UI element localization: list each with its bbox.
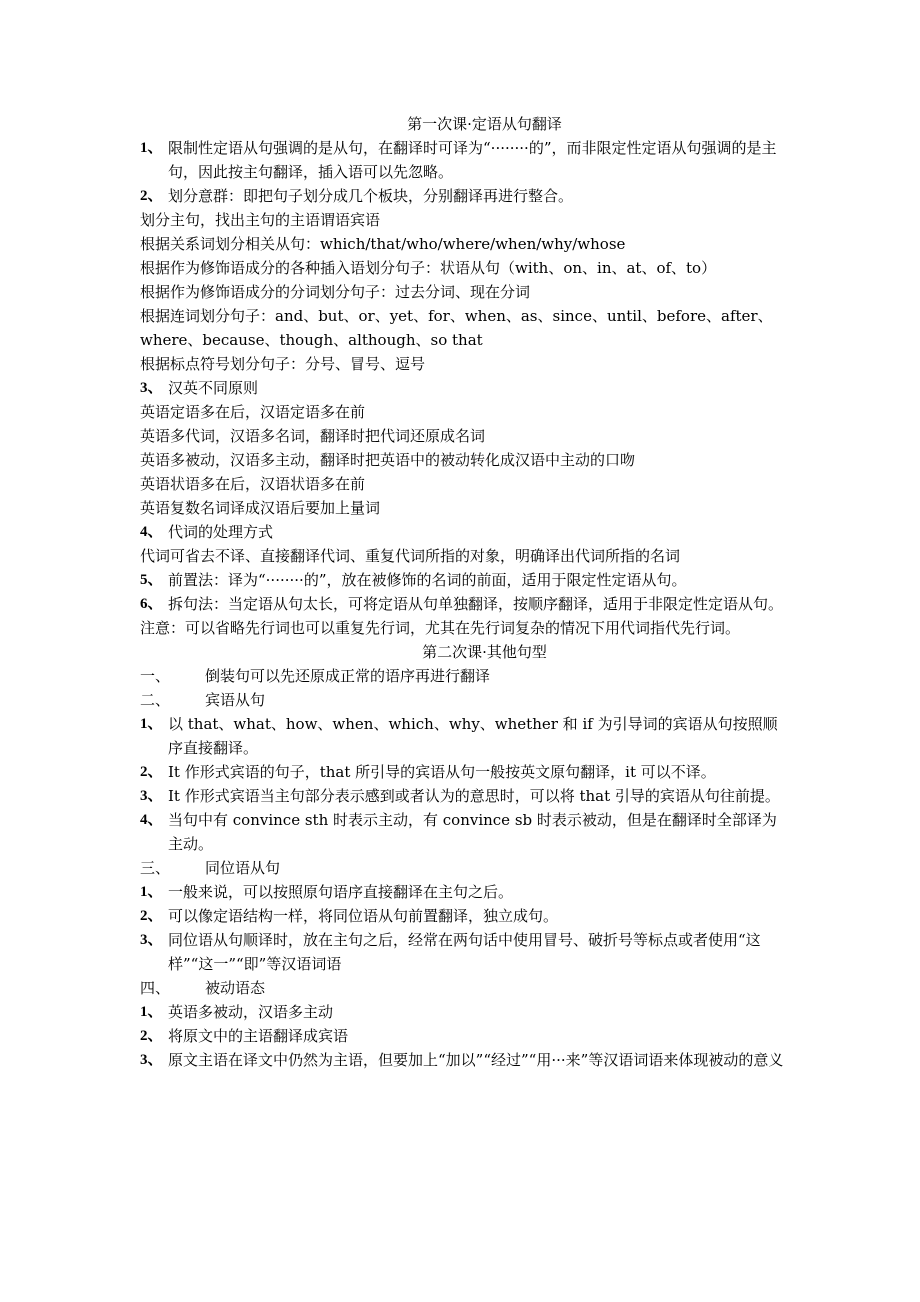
item-number: 2、 — [140, 1028, 163, 1044]
text-line: 英语多代词，汉语多名词，翻译时把代词还原成名词 — [140, 427, 486, 445]
item-text: 汉英不同原则 — [168, 379, 259, 397]
list-item — [140, 880, 785, 904]
text-line: 根据作为修饰语成分的分词划分句子：过去分词、现在分词 — [140, 283, 531, 301]
text-line: 根据关系词划分相关从句：which/that/who/where/when/why/whose — [140, 235, 626, 253]
section-title: 同位语从句 — [205, 859, 281, 877]
item-number: 1、 — [140, 1004, 163, 1020]
section-number: 四、 — [140, 979, 171, 997]
text-line: 英语多被动，汉语多主动，翻译时把英语中的被动转化成汉语中主动的口吻 — [140, 451, 636, 469]
list-item — [140, 376, 785, 400]
section-title: 倒装句可以先还原成正常的语序再进行翻译 — [205, 667, 491, 685]
list-item — [140, 520, 785, 544]
section-title: 宾语从句 — [205, 691, 266, 709]
list-item — [140, 1000, 785, 1024]
item-text: 英语多被动，汉语多主动 — [168, 1003, 334, 1021]
text-line: where、because、though、although、so that — [140, 331, 483, 349]
text-line: 根据连词划分句子：and、but、or、yet、for、when、as、since、until、before、after、 — [140, 307, 773, 325]
list-item — [140, 808, 785, 856]
item-number: 4、 — [140, 524, 163, 540]
document-page — [140, 112, 785, 1072]
item-number: 2、 — [140, 188, 163, 204]
list-item — [140, 568, 785, 592]
item-number: 3、 — [140, 932, 163, 948]
section-number: 三、 — [140, 859, 171, 877]
text-line: 代词可省去不译、直接翻译代词、重复代词所指的对象，明确译出代词所指的名词 — [140, 547, 681, 565]
text-line: 根据标点符号划分句子：分号、冒号、逗号 — [140, 355, 426, 373]
lesson1-title: 第一次课·定语从句翻译 — [407, 115, 562, 133]
list-item — [140, 904, 785, 928]
lesson2-title: 第二次课·其他句型 — [422, 643, 547, 661]
list-item — [140, 136, 785, 184]
item-number: 1、 — [140, 884, 163, 900]
item-text: 限制性定语从句强调的是从句，在翻译时可译为“········的”，而非限定性定语从句强调的是主句，因此按主句翻译，插入语可以先忽略。 — [168, 139, 777, 181]
item-text: 当句中有 convince sth 时表示主动，有 convince sb 时表示被动，但是在翻译时全部译为主动。 — [168, 811, 777, 853]
item-number: 2、 — [140, 908, 163, 924]
item-text: It 作形式宾语的句子，that 所引导的宾语从句一般按英文原句翻译，it 可以不译。 — [168, 763, 716, 781]
item-text: 原文主语在译文中仍然为主语，但要加上“加以”“经过”“用···来”等汉语词语来体现被动的意义 — [168, 1051, 784, 1069]
section-number: 二、 — [140, 691, 171, 709]
list-item — [140, 592, 785, 616]
item-text: 拆句法：当定语从句太长，可将定语从句单独翻译，按顺序翻译，适用于非限定性定语从句。 — [168, 595, 784, 613]
item-text: 以 that、what、how、when、which、why、whether 和 if 为引导词的宾语从句按照顺序直接翻译。 — [168, 715, 778, 757]
item-number: 4、 — [140, 812, 163, 828]
text-line: 英语定语多在后，汉语定语多在前 — [140, 403, 366, 421]
item-text: 划分意群：即把句子划分成几个板块，分别翻译再进行整合。 — [168, 187, 574, 205]
list-item — [140, 760, 785, 784]
text-line: 英语状语多在后，汉语状语多在前 — [140, 475, 366, 493]
section-number: 一、 — [140, 667, 171, 685]
item-text: 将原文中的主语翻译成宾语 — [168, 1027, 349, 1045]
item-number: 3、 — [140, 788, 163, 804]
note-line: 注意：可以省略先行词也可以重复先行词，尤其在先行词复杂的情况下用代词指代先行词。 — [140, 619, 741, 637]
text-line: 划分主句，找出主句的主语谓语宾语 — [140, 211, 381, 229]
section-heading — [140, 664, 785, 688]
text-line: 英语复数名词译成汉语后要加上量词 — [140, 499, 381, 517]
section-heading — [140, 976, 785, 1000]
list-item — [140, 1024, 785, 1048]
item-number: 3、 — [140, 380, 163, 396]
item-number: 2、 — [140, 764, 163, 780]
section-heading — [140, 856, 785, 880]
list-item — [140, 712, 785, 760]
list-item — [140, 784, 785, 808]
item-number: 5、 — [140, 572, 163, 588]
list-item — [140, 928, 785, 976]
item-text: 可以像定语结构一样，将同位语从句前置翻译，独立成句。 — [168, 907, 559, 925]
section-heading — [140, 688, 785, 712]
item-text: 前置法：译为“········的”，放在被修饰的名词的前面，适用于限定性定语从句。 — [168, 571, 687, 589]
item-text: 代词的处理方式 — [168, 523, 274, 541]
item-text: It 作形式宾语当主句部分表示感到或者认为的意思时，可以将 that 引导的宾语从句往前提。 — [168, 787, 780, 805]
item-number: 1、 — [140, 140, 163, 156]
item-number: 1、 — [140, 716, 163, 732]
list-item — [140, 184, 785, 208]
item-number: 3、 — [140, 1052, 163, 1068]
item-text: 同位语从句顺译时，放在主句之后，经常在两句话中使用冒号、破折号等标点或者使用“这样”“这一”“即”等汉语词语 — [168, 931, 761, 973]
text-line: 根据作为修饰语成分的各种插入语划分句子：状语从句（with、on、in、at、of、to） — [140, 259, 717, 277]
item-number: 6、 — [140, 596, 163, 612]
section-title: 被动语态 — [205, 979, 266, 997]
list-item — [140, 1048, 785, 1072]
item-text: 一般来说，可以按照原句语序直接翻译在主句之后。 — [168, 883, 514, 901]
